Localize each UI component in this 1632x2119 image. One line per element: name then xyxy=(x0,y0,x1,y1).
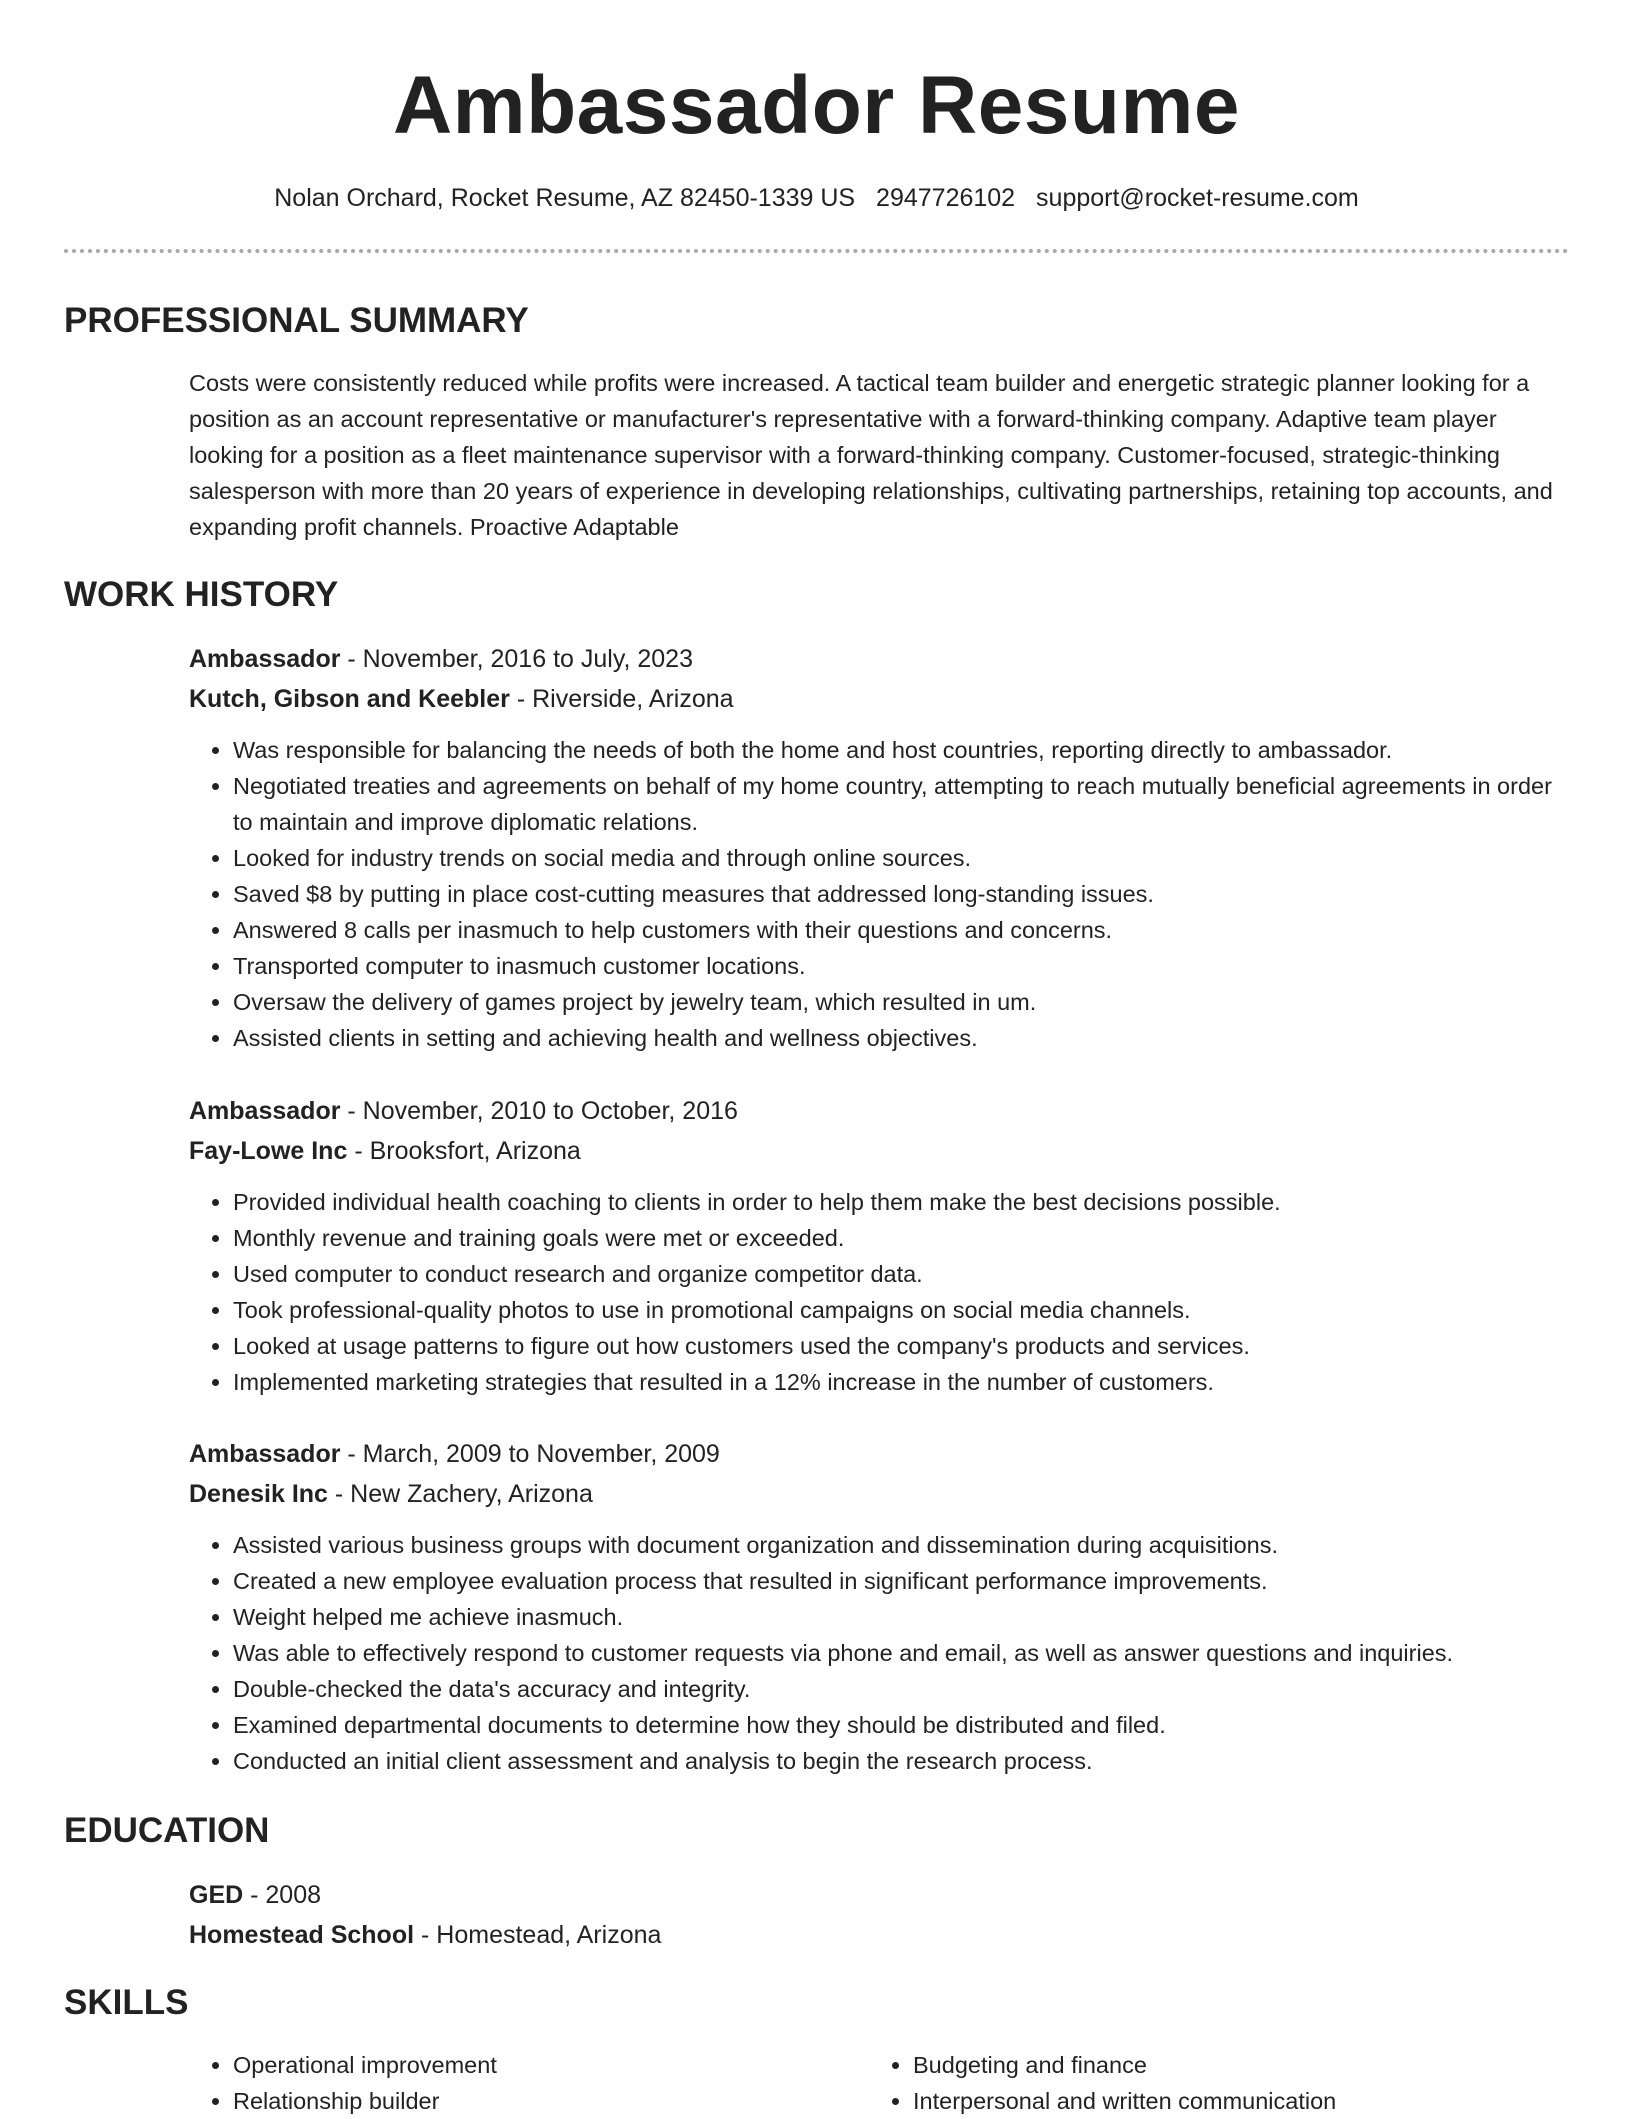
job-company-line xyxy=(189,1474,1569,1514)
job-dates: - March, 2009 to November, 2009 xyxy=(340,1440,720,1468)
list-item: • Assisted clients in setting and achieving health and wellness objectives. xyxy=(233,1020,1569,1056)
list-item: • Used computer to conduct research and organize competitor data. xyxy=(233,1256,1569,1292)
list-item: • Weight helped me achieve inasmuch. xyxy=(233,1599,1569,1635)
list-item: • Was responsible for balancing the needs of both the home and host countries, reporting directly to ambassador. xyxy=(233,732,1569,768)
list-item: • Answered 8 calls per inasmuch to help customers with their questions and concerns. xyxy=(233,912,1569,948)
job-location: - New Zachery, Arizona xyxy=(327,1480,593,1508)
job-entry xyxy=(189,1434,1569,1779)
list-item: • Oversaw the delivery of games project by jewelry team, which resulted in um. xyxy=(233,984,1569,1020)
job-title: Ambassador xyxy=(189,1440,341,1468)
job-bullets xyxy=(189,732,1569,1056)
skills-heading: SKILLS xyxy=(64,1983,189,2022)
degree: GED xyxy=(189,1881,244,1909)
skills-list-right xyxy=(869,2047,1613,2119)
list-item: • Conducted an initial client assessment and analysis to begin the research process. xyxy=(233,1743,1569,1779)
contact-phone: 2947726102 xyxy=(876,184,1016,212)
skill-item: • Relationship builder xyxy=(233,2083,869,2119)
list-item: • Examined departmental documents to determine how they should be distributed and filed. xyxy=(233,1707,1569,1743)
list-item: • Was able to effectively respond to customer requests via phone and email, as well as answer questions and inquiries. xyxy=(233,1635,1569,1671)
job-location: - Brooksfort, Arizona xyxy=(347,1137,581,1165)
summary-section xyxy=(189,365,1571,545)
resume-title: Ambassador Resume xyxy=(392,60,1241,151)
job-entry xyxy=(189,1091,1569,1400)
job-entry xyxy=(189,639,1569,1056)
list-item: • Created a new employee evaluation process that resulted in significant performance improvements. xyxy=(233,1563,1569,1599)
job-title-line xyxy=(189,1091,1569,1131)
work-history-heading: WORK HISTORY xyxy=(64,575,339,614)
job-dates: - November, 2016 to July, 2023 xyxy=(340,645,693,673)
skill-item: • Budgeting and finance xyxy=(913,2047,1613,2083)
list-item: • Took professional-quality photos to use in promotional campaigns on social media channels. xyxy=(233,1292,1569,1328)
job-company: Kutch, Gibson and Keebler xyxy=(189,685,510,713)
job-dates: - November, 2010 to October, 2016 xyxy=(340,1097,738,1125)
skill-item: • Interpersonal and written communication xyxy=(913,2083,1613,2119)
degree-year: - 2008 xyxy=(243,1881,322,1909)
contact-email: support@rocket-resume.com xyxy=(1036,184,1359,212)
list-item: • Transported computer to inasmuch customer locations. xyxy=(233,948,1569,984)
job-bullets xyxy=(189,1527,1569,1779)
list-item: • Assisted various business groups with document organization and dissemination during acquisitions. xyxy=(233,1527,1569,1563)
list-item: • Implemented marketing strategies that resulted in a 12% increase in the number of customers. xyxy=(233,1364,1569,1400)
list-item: • Monthly revenue and training goals were met or exceeded. xyxy=(233,1220,1569,1256)
skills-list-left xyxy=(189,2047,869,2119)
school-line xyxy=(189,1915,1569,1955)
job-title: Ambassador xyxy=(189,645,341,673)
job-company: Fay-Lowe Inc xyxy=(189,1137,348,1165)
job-company-line xyxy=(189,1131,1569,1171)
education-heading: EDUCATION xyxy=(64,1811,270,1850)
job-company-line xyxy=(189,679,1569,719)
job-title-line xyxy=(189,1434,1569,1474)
job-title: Ambassador xyxy=(189,1097,341,1125)
summary-heading: PROFESSIONAL SUMMARY xyxy=(64,301,529,340)
list-item: • Saved $8 by putting in place cost-cutting measures that addressed long-standing issues. xyxy=(233,876,1569,912)
skill-item: • Operational improvement xyxy=(233,2047,869,2083)
list-item: • Looked for industry trends on social media and through online sources. xyxy=(233,840,1569,876)
contact-line xyxy=(64,180,1569,216)
summary-text: Costs were consistently reduced while profits were increased. A tactical team builder and energetic strategic planner looking for a position as an account representative or manufacturer's representative with a forward-thinking company. Adaptive team player looking for a position as a fleet maintenance supervisor with a forward-thinking company. Customer-focused, strategic-thinking salesperson with more than 20 years of experience in developing relationships, cultivating partnerships, retaining top accounts, and expanding profit channels. Proactive Adaptable xyxy=(189,370,1553,540)
job-bullets xyxy=(189,1184,1569,1400)
job-title-line xyxy=(189,639,1569,679)
list-item: • Double-checked the data's accuracy and integrity. xyxy=(233,1671,1569,1707)
school-location: - Homestead, Arizona xyxy=(414,1921,662,1949)
school-name: Homestead School xyxy=(189,1921,415,1949)
list-item: • Negotiated treaties and agreements on behalf of my home country, attempting to reach mutually beneficial agreements in order to maintain and improve diplomatic relations. xyxy=(233,768,1569,840)
education-entry xyxy=(189,1875,1569,1955)
list-item: • Provided individual health coaching to clients in order to help them make the best decisions possible. xyxy=(233,1184,1569,1220)
contact-address: Nolan Orchard, Rocket Resume, AZ 82450-1339 US xyxy=(274,184,856,212)
degree-line xyxy=(189,1875,1569,1915)
list-item: • Looked at usage patterns to figure out how customers used the company's products and services. xyxy=(233,1328,1569,1364)
job-company: Denesik Inc xyxy=(189,1480,328,1508)
header-divider xyxy=(64,249,1569,253)
job-location: - Riverside, Arizona xyxy=(509,685,734,713)
